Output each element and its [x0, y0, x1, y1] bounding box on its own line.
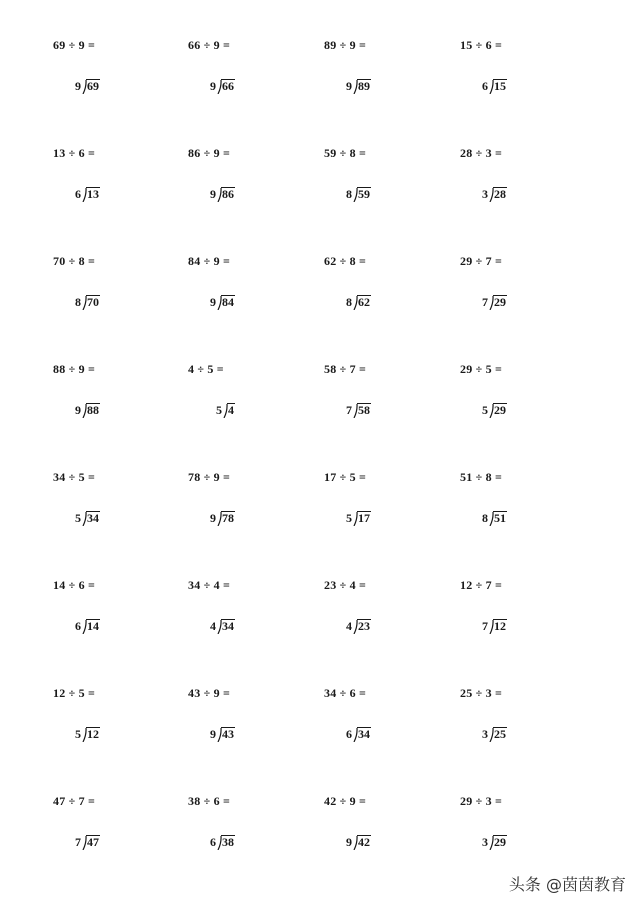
- division-equation: 28 ÷ 3 =: [460, 146, 503, 160]
- division-equation: 4 ÷ 5 =: [188, 362, 224, 376]
- division-equation: 47 ÷ 7 =: [53, 794, 96, 808]
- long-division-setup: [346, 77, 371, 93]
- long-division-setup: [346, 293, 371, 309]
- division-problem: [324, 362, 454, 442]
- division-problem: [460, 254, 590, 334]
- division-problem: [188, 362, 318, 442]
- dividend: 12: [494, 619, 506, 633]
- long-division-setup: [482, 617, 507, 633]
- divisor: 5: [216, 403, 222, 417]
- divisor: 6: [75, 187, 81, 201]
- dividend: 42: [358, 835, 370, 849]
- dividend: 43: [222, 727, 234, 741]
- division-bracket: [82, 619, 86, 633]
- dividend: 34: [87, 511, 99, 525]
- division-equation: 17 ÷ 5 =: [324, 470, 367, 484]
- division-problem: [188, 794, 318, 874]
- division-equation: 43 ÷ 9 =: [188, 686, 231, 700]
- division-problem: [460, 146, 590, 226]
- divisor: 5: [482, 403, 488, 417]
- division-bracket: [489, 295, 493, 309]
- division-problem: [460, 362, 590, 442]
- division-bracket: [82, 187, 86, 201]
- division-equation: 34 ÷ 6 =: [324, 686, 367, 700]
- long-division-setup: [210, 185, 235, 201]
- division-bracket: [217, 511, 221, 525]
- division-equation: 15 ÷ 6 =: [460, 38, 503, 52]
- dividend: 84: [222, 295, 234, 309]
- long-division-setup: [210, 293, 235, 309]
- dividend: 34: [358, 727, 370, 741]
- division-problem: [324, 254, 454, 334]
- divisor: 9: [346, 79, 352, 93]
- long-division-setup: [75, 185, 100, 201]
- division-equation: 78 ÷ 9 =: [188, 470, 231, 484]
- dividend: 66: [222, 79, 234, 93]
- divisor: 6: [482, 79, 488, 93]
- division-bracket: [217, 835, 221, 849]
- long-division-setup: [210, 509, 235, 525]
- long-division-setup: [482, 77, 507, 93]
- dividend: 70: [87, 295, 99, 309]
- division-equation: 29 ÷ 5 =: [460, 362, 503, 376]
- division-bracket: [82, 79, 86, 93]
- divisor: 6: [346, 727, 352, 741]
- division-bracket: [489, 403, 493, 417]
- division-equation: 42 ÷ 9 =: [324, 794, 367, 808]
- dividend: 86: [222, 187, 234, 201]
- long-division-setup: [482, 293, 507, 309]
- division-problem: [188, 686, 318, 766]
- division-problem: [188, 38, 318, 118]
- division-equation: 23 ÷ 4 =: [324, 578, 367, 592]
- divisor: 7: [346, 403, 352, 417]
- division-bracket: [353, 403, 357, 417]
- divisor: 3: [482, 187, 488, 201]
- division-equation: 29 ÷ 7 =: [460, 254, 503, 268]
- division-bracket: [489, 619, 493, 633]
- divisor: 4: [210, 619, 216, 633]
- divisor: 8: [346, 295, 352, 309]
- divisor: 3: [482, 835, 488, 849]
- division-bracket: [353, 511, 357, 525]
- division-problem: [460, 38, 590, 118]
- division-equation: 51 ÷ 8 =: [460, 470, 503, 484]
- division-bracket: [82, 727, 86, 741]
- long-division-setup: [75, 509, 100, 525]
- division-bracket: [82, 295, 86, 309]
- long-division-setup: [346, 185, 371, 201]
- division-bracket: [82, 835, 86, 849]
- division-bracket: [353, 835, 357, 849]
- division-equation: 89 ÷ 9 =: [324, 38, 367, 52]
- division-bracket: [82, 403, 86, 417]
- division-problem: [324, 578, 454, 658]
- division-problem: [324, 794, 454, 874]
- division-problem: [324, 686, 454, 766]
- long-division-setup: [210, 617, 235, 633]
- long-division-setup: [210, 77, 235, 93]
- long-division-setup: [75, 833, 100, 849]
- division-problem: [324, 38, 454, 118]
- dividend: 29: [494, 295, 506, 309]
- divisor: 7: [75, 835, 81, 849]
- long-division-setup: [75, 725, 100, 741]
- division-equation: 34 ÷ 4 =: [188, 578, 231, 592]
- dividend: 38: [222, 835, 234, 849]
- divisor: 9: [346, 835, 352, 849]
- divisor: 9: [210, 727, 216, 741]
- division-bracket: [217, 727, 221, 741]
- division-bracket: [489, 727, 493, 741]
- divisor: 7: [482, 295, 488, 309]
- division-equation: 86 ÷ 9 =: [188, 146, 231, 160]
- long-division-setup: [482, 509, 507, 525]
- division-equation: 59 ÷ 8 =: [324, 146, 367, 160]
- long-division-setup: [346, 401, 371, 417]
- divisor: 8: [482, 511, 488, 525]
- division-problem: [188, 254, 318, 334]
- long-division-setup: [346, 509, 371, 525]
- long-division-setup: [482, 833, 507, 849]
- division-problem: [53, 38, 183, 118]
- division-problem: [188, 578, 318, 658]
- long-division-setup: [75, 293, 100, 309]
- long-division-setup: [75, 617, 100, 633]
- long-division-setup: [346, 833, 371, 849]
- division-bracket: [217, 79, 221, 93]
- dividend: 88: [87, 403, 99, 417]
- divisor: 6: [75, 619, 81, 633]
- long-division-setup: [216, 401, 235, 417]
- long-division-setup: [482, 401, 507, 417]
- dividend: 4: [228, 403, 234, 417]
- dividend: 59: [358, 187, 370, 201]
- dividend: 62: [358, 295, 370, 309]
- dividend: 69: [87, 79, 99, 93]
- divisor: 9: [75, 403, 81, 417]
- division-equation: 84 ÷ 9 =: [188, 254, 231, 268]
- division-problem: [53, 362, 183, 442]
- long-division-setup: [482, 725, 507, 741]
- divisor: 9: [75, 79, 81, 93]
- division-problem: [53, 146, 183, 226]
- dividend: 13: [87, 187, 99, 201]
- division-bracket: [353, 727, 357, 741]
- division-bracket: [353, 187, 357, 201]
- divisor: 6: [210, 835, 216, 849]
- division-problem: [53, 254, 183, 334]
- division-bracket: [353, 79, 357, 93]
- divisor: 9: [210, 187, 216, 201]
- division-bracket: [489, 187, 493, 201]
- division-problem: [53, 794, 183, 874]
- division-problem: [53, 686, 183, 766]
- division-bracket: [217, 295, 221, 309]
- division-problem: [53, 470, 183, 550]
- dividend: 29: [494, 403, 506, 417]
- divisor: 3: [482, 727, 488, 741]
- divisor: 8: [346, 187, 352, 201]
- divisor: 9: [210, 79, 216, 93]
- dividend: 12: [87, 727, 99, 741]
- division-equation: 12 ÷ 5 =: [53, 686, 96, 700]
- division-bracket: [353, 295, 357, 309]
- long-division-setup: [75, 401, 100, 417]
- divisor: 8: [75, 295, 81, 309]
- dividend: 25: [494, 727, 506, 741]
- divisor: 7: [482, 619, 488, 633]
- long-division-setup: [210, 833, 235, 849]
- divisor: 9: [210, 511, 216, 525]
- division-bracket: [353, 619, 357, 633]
- dividend: 15: [494, 79, 506, 93]
- division-problem: [460, 578, 590, 658]
- division-equation: 13 ÷ 6 =: [53, 146, 96, 160]
- divisor: 9: [210, 295, 216, 309]
- dividend: 23: [358, 619, 370, 633]
- division-equation: 70 ÷ 8 =: [53, 254, 96, 268]
- division-problem: [188, 146, 318, 226]
- dividend: 47: [87, 835, 99, 849]
- division-equation: 14 ÷ 6 =: [53, 578, 96, 592]
- long-division-setup: [482, 185, 507, 201]
- division-equation: 58 ÷ 7 =: [324, 362, 367, 376]
- division-equation: 38 ÷ 6 =: [188, 794, 231, 808]
- division-equation: 12 ÷ 7 =: [460, 578, 503, 592]
- division-problem: [324, 146, 454, 226]
- division-problem: [460, 470, 590, 550]
- division-problem: [53, 578, 183, 658]
- division-equation: 66 ÷ 9 =: [188, 38, 231, 52]
- division-problem: [324, 470, 454, 550]
- division-problem: [188, 470, 318, 550]
- division-problem: [460, 794, 590, 874]
- divisor: 4: [346, 619, 352, 633]
- division-equation: 29 ÷ 3 =: [460, 794, 503, 808]
- division-bracket: [489, 79, 493, 93]
- dividend: 28: [494, 187, 506, 201]
- division-equation: 62 ÷ 8 =: [324, 254, 367, 268]
- division-bracket: [82, 511, 86, 525]
- division-problem: [460, 686, 590, 766]
- dividend: 17: [358, 511, 370, 525]
- divisor: 5: [346, 511, 352, 525]
- dividend: 58: [358, 403, 370, 417]
- division-equation: 34 ÷ 5 =: [53, 470, 96, 484]
- long-division-setup: [75, 77, 100, 93]
- dividend: 14: [87, 619, 99, 633]
- watermark-label: 头条 @茵茵教育: [508, 875, 626, 894]
- dividend: 51: [494, 511, 506, 525]
- long-division-setup: [346, 725, 371, 741]
- division-bracket: [489, 835, 493, 849]
- long-division-setup: [210, 725, 235, 741]
- division-bracket: [217, 619, 221, 633]
- divisor: 5: [75, 727, 81, 741]
- divisor: 5: [75, 511, 81, 525]
- division-equation: 69 ÷ 9 =: [53, 38, 96, 52]
- division-bracket: [217, 187, 221, 201]
- division-bracket: [489, 511, 493, 525]
- dividend: 29: [494, 835, 506, 849]
- division-bracket: [223, 403, 227, 417]
- division-equation: 88 ÷ 9 =: [53, 362, 96, 376]
- division-equation: 25 ÷ 3 =: [460, 686, 503, 700]
- dividend: 78: [222, 511, 234, 525]
- dividend: 89: [358, 79, 370, 93]
- long-division-setup: [346, 617, 371, 633]
- dividend: 34: [222, 619, 234, 633]
